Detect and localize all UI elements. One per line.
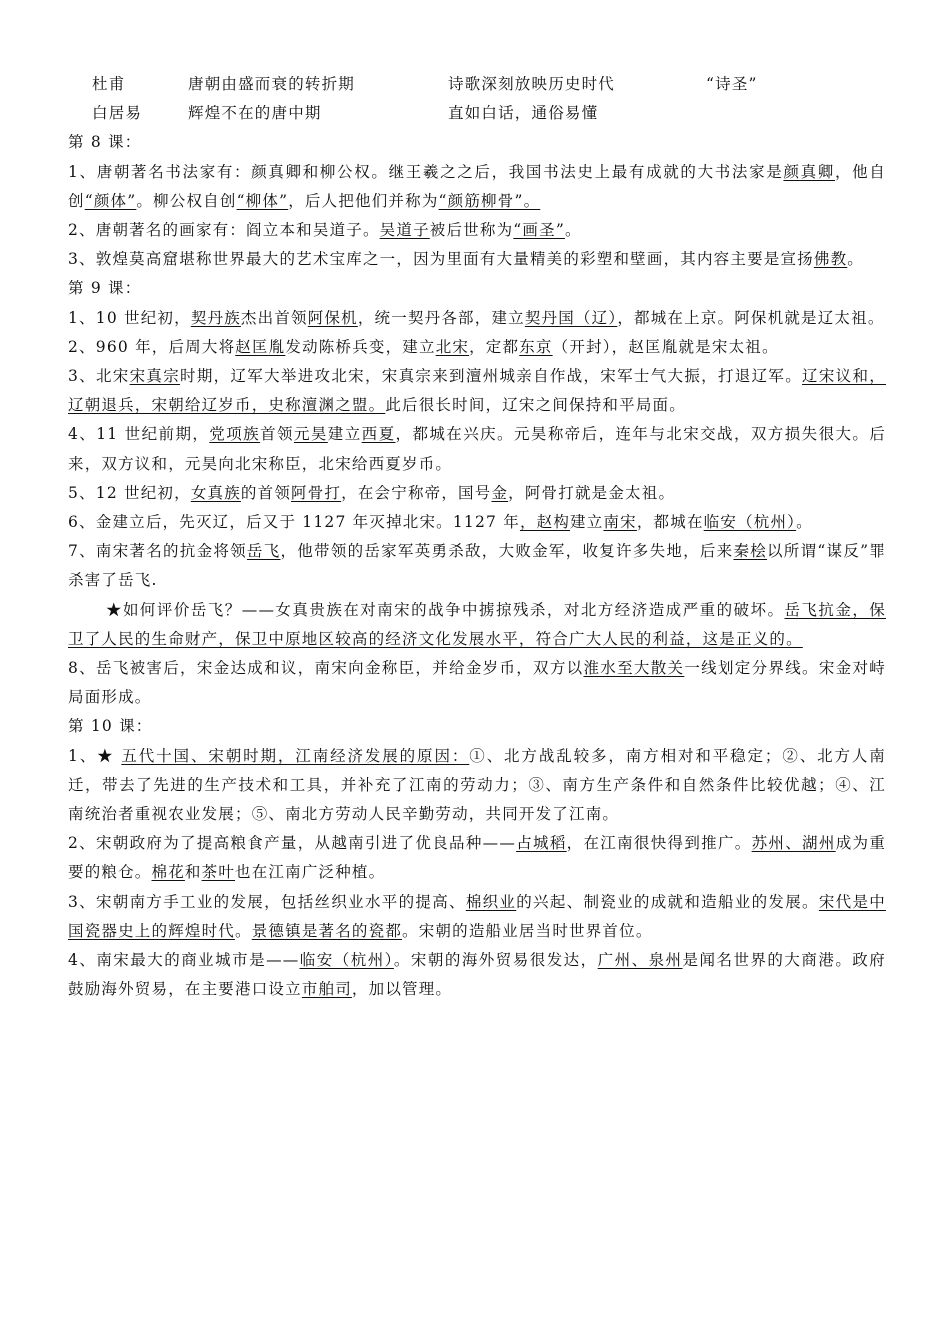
text-segment: 3、宋朝南方手工业的发展，包括丝织业水平的提高、: [68, 892, 466, 911]
poet-name: 杜甫: [92, 75, 126, 93]
paragraph: [68, 362, 886, 420]
underlined-key-term: 西夏: [361, 425, 396, 444]
text-segment: 2、宋朝政府为了提高粮食产量，从越南引进了优良品种——: [68, 834, 517, 853]
underlined-key-term: 阿骨打: [291, 483, 342, 502]
paragraph: [68, 888, 886, 946]
text-segment: （开封），赵匡胤就是宋太祖。: [552, 337, 779, 356]
underlined-key-term: 淮水至大散关: [583, 659, 685, 678]
poet-era: 唐朝由盛而衰的转折期: [188, 75, 356, 93]
paragraph: [68, 245, 886, 274]
text-segment: ，后人把他们并称为: [288, 191, 439, 210]
text-segment: 8、岳飞被害后，宋金达成和议，南宋向金称臣，并给金岁币，双方以: [68, 659, 584, 678]
underlined-key-term: 宋真宗: [129, 367, 181, 385]
underlined-key-term: 北宋: [435, 337, 470, 356]
lesson-heading: [68, 274, 886, 303]
underlined-key-term: 阿保机: [307, 308, 358, 327]
text-segment: ①、北方战乱较多，南方相对和平稳定；②、北方人南迁，带去了先进的生产技术和工具，并补充了江南的劳动力；③、南方生产条件和自然条件比较优越；④、江南统治者重视农业发展；⑤、南北方劳动人民辛勤劳动，共同开发了江南。: [68, 746, 886, 824]
text-segment: 建立: [327, 425, 362, 444]
text-segment: 以所谓“谋反”罪杀害了岳飞.: [68, 542, 887, 590]
text-segment: 一线划定分界线。宋金对峙局面形成。: [68, 659, 886, 707]
underlined-key-term: 元昊: [293, 425, 328, 444]
underlined-key-term: 棉织业: [465, 892, 517, 911]
underlined-key-term: 秦桧: [733, 542, 768, 561]
underlined-key-term: “颜体”: [84, 191, 137, 210]
poet-name: 白居易: [92, 104, 143, 123]
underlined-key-term: 赵匡胤: [235, 337, 286, 356]
text-segment: 第 9 课：: [68, 279, 142, 298]
text-segment: 的首领: [240, 483, 292, 502]
text-segment: 1、10 世纪初，: [68, 308, 191, 327]
poet-feature: 直如白话，通俗易懂: [448, 104, 599, 123]
paragraph: [68, 829, 886, 887]
paragraph: [68, 158, 886, 216]
poet-row-du-fu: [68, 70, 886, 99]
text-segment: ，他自创: [68, 162, 887, 210]
text-segment: 2、唐朝著名的画家有：阎立本和吴道子。: [68, 220, 380, 239]
paragraph: [68, 596, 886, 654]
paragraph: [68, 537, 886, 595]
poet-feature: 诗歌深刻放映历史时代: [448, 75, 616, 93]
text-segment: ，都城在: [636, 513, 704, 532]
text-segment: 。: [564, 220, 582, 239]
underlined-key-term: 党项族: [209, 425, 261, 444]
text-segment: 7、南宋著名的抗金将领: [68, 542, 247, 561]
underlined-key-term: 五代十国、宋朝时期，江南经济发展的原因：: [121, 746, 470, 765]
text-segment: 是闻名世界的大商港。政府鼓励海外贸易，在主要港口设立: [68, 951, 886, 999]
underlined-key-term: 景德镇是著名的瓷都: [251, 921, 403, 940]
text-segment: 1、★: [68, 746, 122, 765]
text-segment: 。: [847, 250, 864, 269]
underlined-key-term: 南宋: [603, 513, 637, 532]
text-segment: ，在江南很快得到推广。: [566, 834, 752, 853]
text-segment: ，定都: [469, 337, 520, 356]
underlined-key-term: 茶叶: [201, 863, 236, 882]
paragraph: [68, 333, 886, 362]
text-segment: 。: [796, 513, 813, 532]
text-segment: 的兴起、制瓷业的成就和造船业的发展。: [516, 892, 819, 911]
paragraph: [68, 420, 886, 478]
text-segment: ，在会宁称帝，国号: [341, 483, 492, 502]
underlined-key-term: 广州、泉州: [597, 951, 683, 970]
underlined-key-term: 占城稻: [516, 834, 567, 853]
poet-era: 辉煌不在的唐中期: [188, 104, 322, 123]
lesson-heading: [68, 128, 886, 157]
text-segment: 第 10 课：: [68, 717, 153, 736]
text-segment: 4、南宋最大的商业城市是——: [68, 951, 300, 970]
text-segment: 此后很长时间，辽宋之间保持和平局面。: [385, 396, 686, 415]
underlined-key-term: “柳体”: [236, 191, 289, 210]
underlined-key-term: 苏州、湖州: [751, 834, 836, 853]
text-segment: 建立: [570, 513, 604, 532]
underlined-key-term: 岳飞抗金，保卫了人民的生命财产，保卫中原地区较高的经济文化发展水平，符合广大人民的利益，这是正义的。: [68, 600, 886, 648]
text-segment: 6、金建立后，先灭辽，后又于 1127 年灭掉北宋。1127 年: [68, 513, 520, 532]
text-segment: 5、12 世纪初，: [68, 483, 191, 502]
text-segment: ，他带领的岳家军英勇杀敌，大败金军，收复许多失地，后来: [280, 542, 734, 561]
text-segment: 3、敦煌莫高窟堪称世界最大的艺术宝库之一，因为里面有大量精美的彩塑和壁画，其内容主要是宣扬: [68, 250, 814, 269]
text-segment: 发动陈桥兵变，建立: [285, 337, 436, 356]
text-segment: 成为重要的粮仓。: [68, 834, 887, 882]
paragraph-list: [68, 128, 886, 1004]
text-segment: 4、11 世纪前期，: [68, 425, 210, 444]
text-segment: 2、960 年，后周大将: [68, 337, 236, 356]
text-segment: 。宋朝的造船业居当时世界首位。: [402, 921, 653, 940]
underlined-key-term: 颜真卿: [783, 162, 835, 181]
underlined-key-term: 佛教: [813, 250, 848, 269]
text-segment: ，统一契丹各部，建立: [357, 308, 525, 327]
underlined-key-term: 临安（杭州）: [703, 513, 797, 532]
underlined-key-term: 宋代是中国瓷器史上的辉煌时代: [68, 892, 886, 940]
underlined-key-term: 棉花: [151, 863, 185, 882]
paragraph: [68, 654, 886, 712]
underlined-key-term: 东京: [519, 337, 553, 356]
paragraph: [68, 479, 886, 508]
text-segment: ，都城在上京。阿保机就是辽太祖。: [617, 308, 885, 327]
underlined-key-term: “画圣”: [513, 220, 565, 239]
text-segment: 1、唐朝著名书法家有：颜真卿和柳公权。继王羲之之后，我国书法史上最有成就的大书法家是: [68, 162, 784, 181]
underlined-key-term: 市舶司: [301, 980, 352, 999]
text-segment: 首领: [260, 425, 294, 444]
lesson-heading: [68, 712, 886, 741]
poet-row-bai-juyi: [68, 99, 886, 128]
document-page: [68, 70, 886, 1004]
text-segment: 。: [235, 921, 252, 940]
underlined-key-term: 契丹族: [190, 308, 241, 327]
underlined-key-term: 岳飞: [246, 542, 281, 561]
text-segment: ★如何评价岳飞？——女真贵族在对南宋的战争中掳掠残杀，对北方经济造成严重的破坏。: [106, 600, 785, 619]
text-segment: 3、北宋: [68, 367, 130, 385]
text-segment: ，加以管理。: [351, 980, 453, 999]
underlined-key-term: 吴道子: [379, 220, 430, 239]
underlined-key-term: 契丹国（辽）: [524, 308, 618, 327]
underlined-key-term: 临安（杭州）: [299, 951, 394, 970]
paragraph: [68, 216, 886, 245]
underlined-key-term: “颜筋柳骨”。: [438, 191, 541, 210]
text-segment: 。宋朝的海外贸易很发达，: [393, 951, 598, 970]
text-segment: 时期，辽军大举进攻北宋，宋真宗来到澶州城亲自作战，宋军士气大振，打退辽军。: [180, 367, 803, 385]
text-segment: 和: [184, 863, 202, 882]
underlined-key-term: 金: [491, 483, 509, 502]
text-segment: 第 8 课：: [68, 133, 142, 152]
text-segment: 。柳公权自创: [136, 191, 237, 210]
text-segment: ，都城在兴庆。元昊称帝后，连年与北宋交战，双方损失很大。后来，双方议和，元昊向北宋称臣，北宋给西夏岁币。: [68, 425, 887, 473]
text-segment: ，阿骨打就是金太祖。: [508, 483, 676, 502]
underlined-key-term: 辽宋议和，辽朝退兵，宋朝给辽岁币，史称澶渊之盟。: [68, 367, 886, 415]
paragraph: [68, 742, 886, 830]
paragraph: [68, 946, 886, 1004]
text-segment: 也在江南广泛种植。: [235, 863, 386, 882]
text-segment: 被后世称为: [429, 220, 514, 239]
text-segment: 杰出首领: [240, 308, 308, 327]
poet-title: “诗圣”: [706, 75, 758, 93]
paragraph: [68, 508, 886, 537]
underlined-key-term: 女真族: [190, 483, 241, 502]
underlined-key-term: ，赵构: [519, 513, 571, 532]
paragraph: [68, 304, 886, 333]
